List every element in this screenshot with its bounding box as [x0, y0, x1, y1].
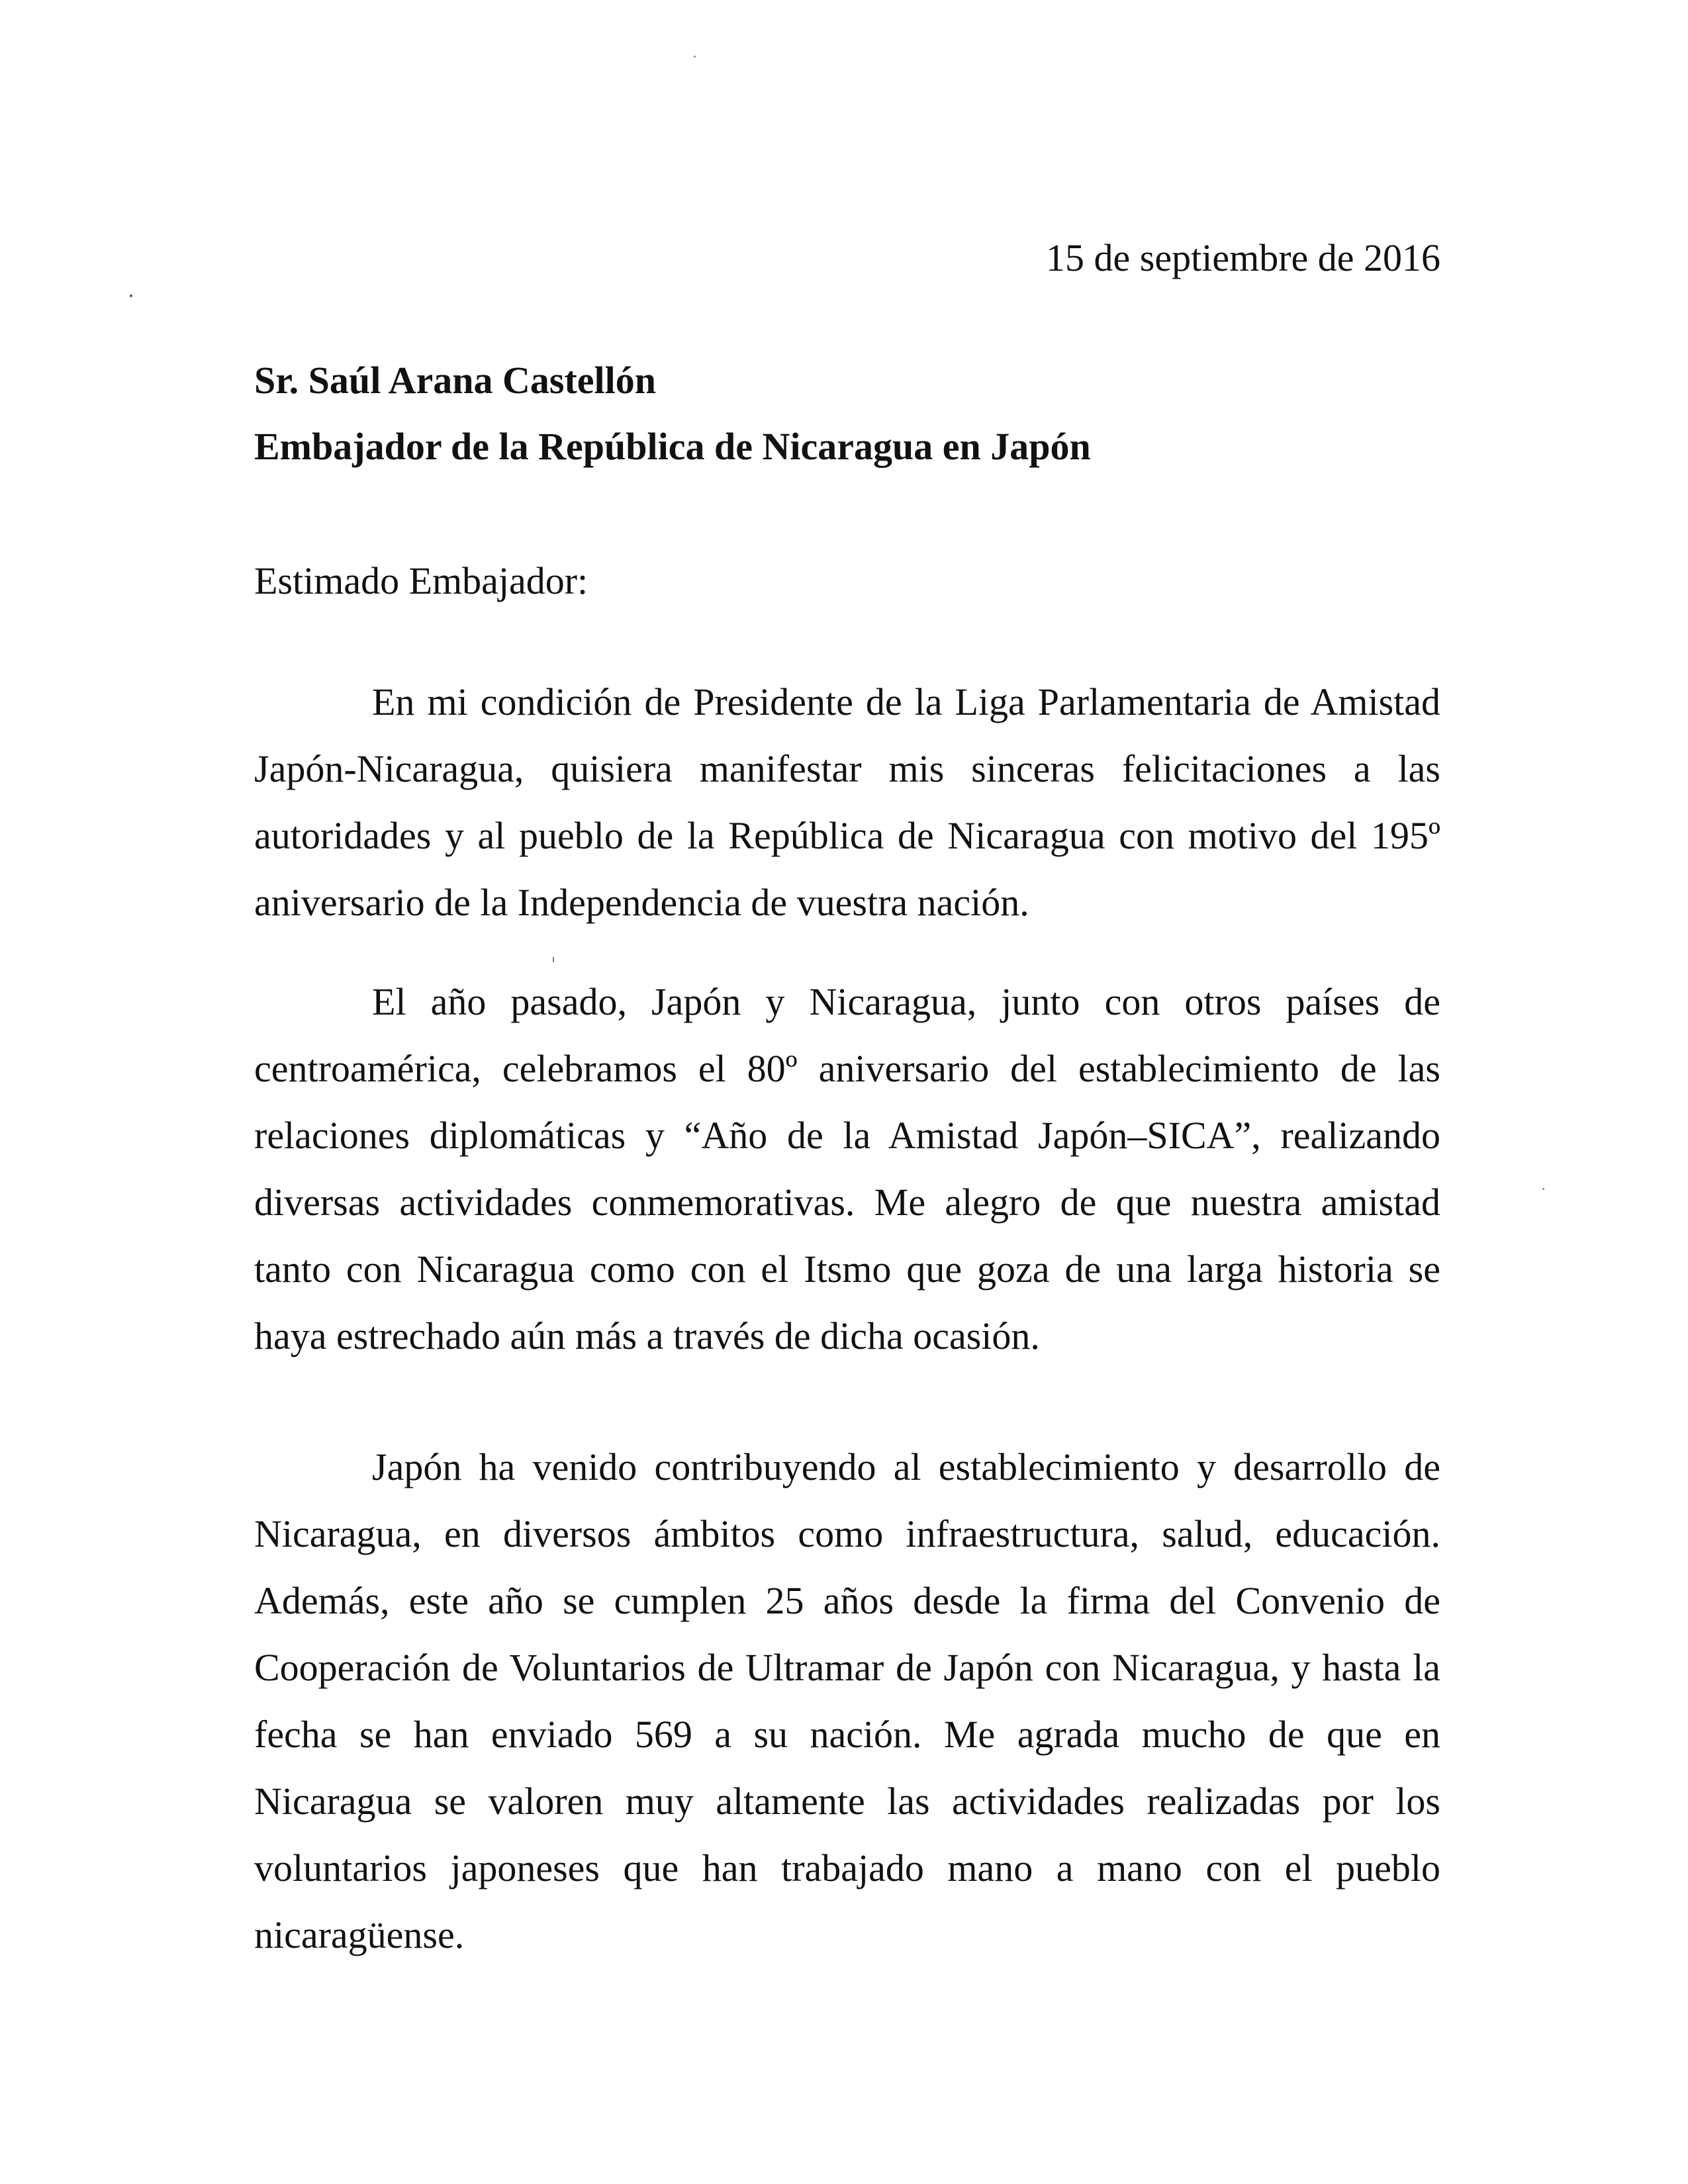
salutation: Estimado Embajador: [254, 559, 588, 602]
body-paragraph-3: Japón ha venido contribuyendo al establecimiento y desarrollo de Nicaragua, en diversos ámbitos como infraestructura, salud, educación. Además, este año se cumplen 25 años desde la firma del Convenio de Cooperación de Voluntarios de Ultramar de Japón con Nicaragua, y hasta la fecha se han enviado 569 a su nación. Me agrada mucho de que en Nicaragua se valoren muy altamente las actividades realizadas por los voluntarios japoneses que han trabajado mano a mano con el pueblo nicaragüense. [254, 1445, 1440, 1956]
recipient-title: Embajador de la República de Nicaragua en Japón [254, 425, 1091, 468]
recipient-name: Sr. Saúl Arana Castellón [254, 359, 656, 402]
body-paragraph-1: En mi condición de Presidente de la Liga Parlamentaria de Amistad Japón-Nicaragua, quisiera manifestar mis sinceras felicitaciones a las autoridades y al pueblo de la República de Nicaragua con motivo del 195º aniversario de la Independencia de vuestra nación. [254, 680, 1440, 924]
body-paragraph-2: El año pasado, Japón y Nicaragua, junto con otros países de centroamérica, celebramos el 80º aniversario del establecimiento de las relaciones diplomáticas y “Año de la Amistad Japón–SICA”, realizando diversas actividades conmemorativas. Me alegro de que nuestra amistad tanto con Nicaragua como con el Itsmo que goza de una larga historia se haya estrechado aún más a través de dicha ocasión. [254, 980, 1440, 1357]
scan-speck [553, 957, 554, 962]
letter-date: 15 de septiembre de 2016 [1046, 236, 1440, 279]
scan-speck [694, 56, 696, 58]
scan-speck [130, 295, 132, 297]
scan-speck [1542, 1188, 1544, 1190]
